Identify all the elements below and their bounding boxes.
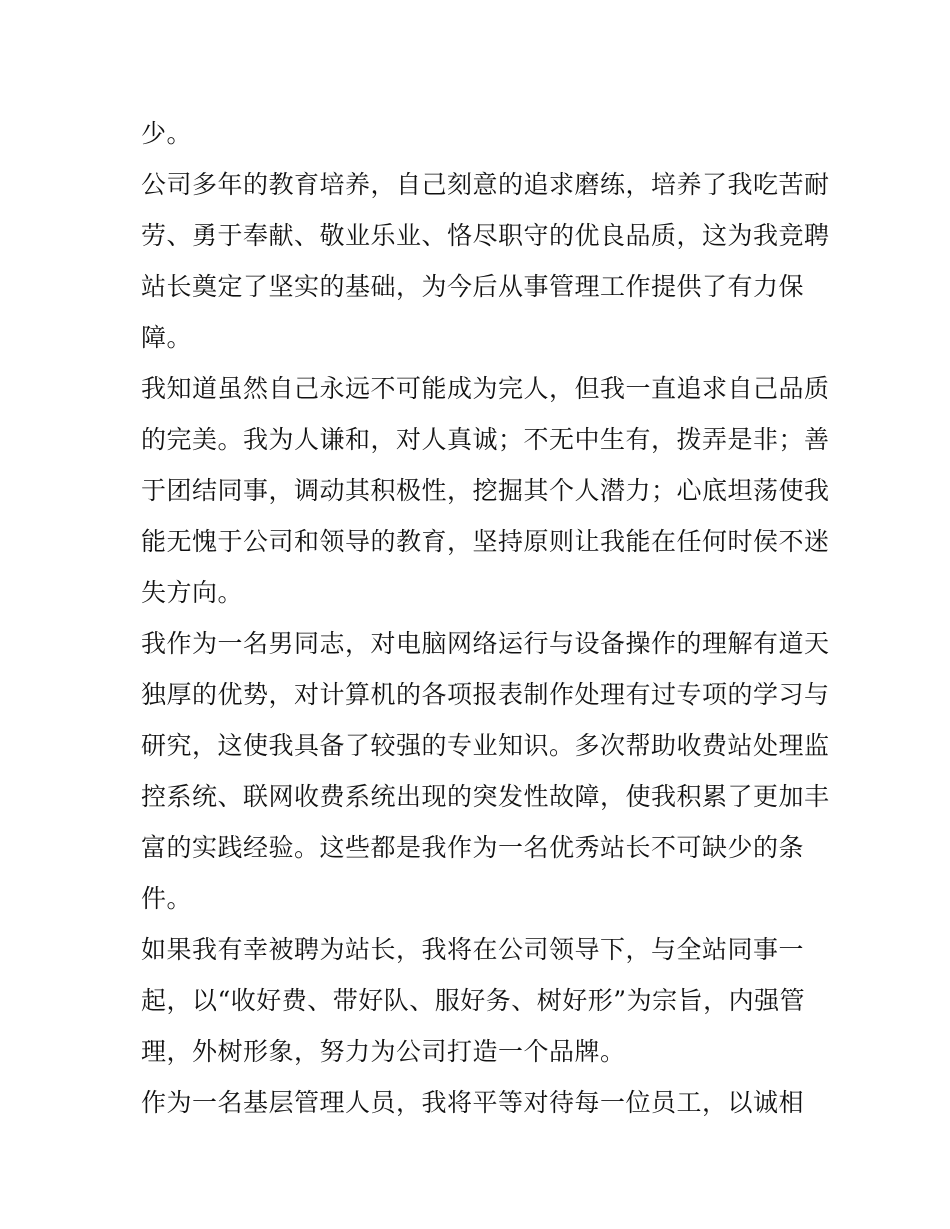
text-line: 的完美。我为人谦和，对人真诚；不无中生有，拨弄是非；善 <box>141 425 830 454</box>
text-line: 作为一名基层管理人员，我将平等对待每一位员工，以诚相 <box>141 1088 805 1117</box>
text-line: 站长奠定了坚实的基础，为今后从事管理工作提供了有力保 <box>141 272 805 301</box>
text-line: 于团结同事，调动其积极性，挖掘其个人潜力；心底坦荡使我 <box>141 476 830 505</box>
text-line: 失方向。 <box>141 578 244 607</box>
text-line: 劳、勇于奉献、敬业乐业、恪尽职守的优良品质，这为我竞聘 <box>141 221 830 250</box>
text-line: 我作为一名男同志，对电脑网络运行与设备操作的理解有道天 <box>141 629 830 658</box>
text-line: 如果我有幸被聘为站长，我将在公司领导下，与全站同事一 <box>141 935 805 964</box>
text-line: 研究，这使我具备了较强的专业知识。多次帮助收费站处理监 <box>141 731 830 760</box>
text-line: 障。 <box>141 323 193 352</box>
text-line: 控系统、联网收费系统出现的突发性故障，使我积累了更加丰 <box>141 782 830 811</box>
text-line: 富的实践经验。这些都是我作为一名优秀站长不可缺少的条 <box>141 833 805 862</box>
text-line: 起，以“收好费、带好队、服好务、树好形”为宗旨，内强管 <box>141 986 806 1015</box>
body-text <box>141 108 830 1128</box>
text-line: 件。 <box>141 884 193 913</box>
text-line: 少。 <box>141 119 193 148</box>
text-line: 理，外树形象，努力为公司打造一个品牌。 <box>141 1037 626 1066</box>
text-line: 我知道虽然自己永远不可能成为完人，但我一直追求自己品质 <box>141 374 830 403</box>
text-line: 独厚的优势，对计算机的各项报表制作处理有过专项的学习与 <box>141 680 830 709</box>
text-line: 公司多年的教育培养，自己刻意的追求磨练，培养了我吃苦耐 <box>141 170 830 199</box>
text-line: 能无愧于公司和领导的教育，坚持原则让我能在任何时侯不迷 <box>141 527 830 556</box>
